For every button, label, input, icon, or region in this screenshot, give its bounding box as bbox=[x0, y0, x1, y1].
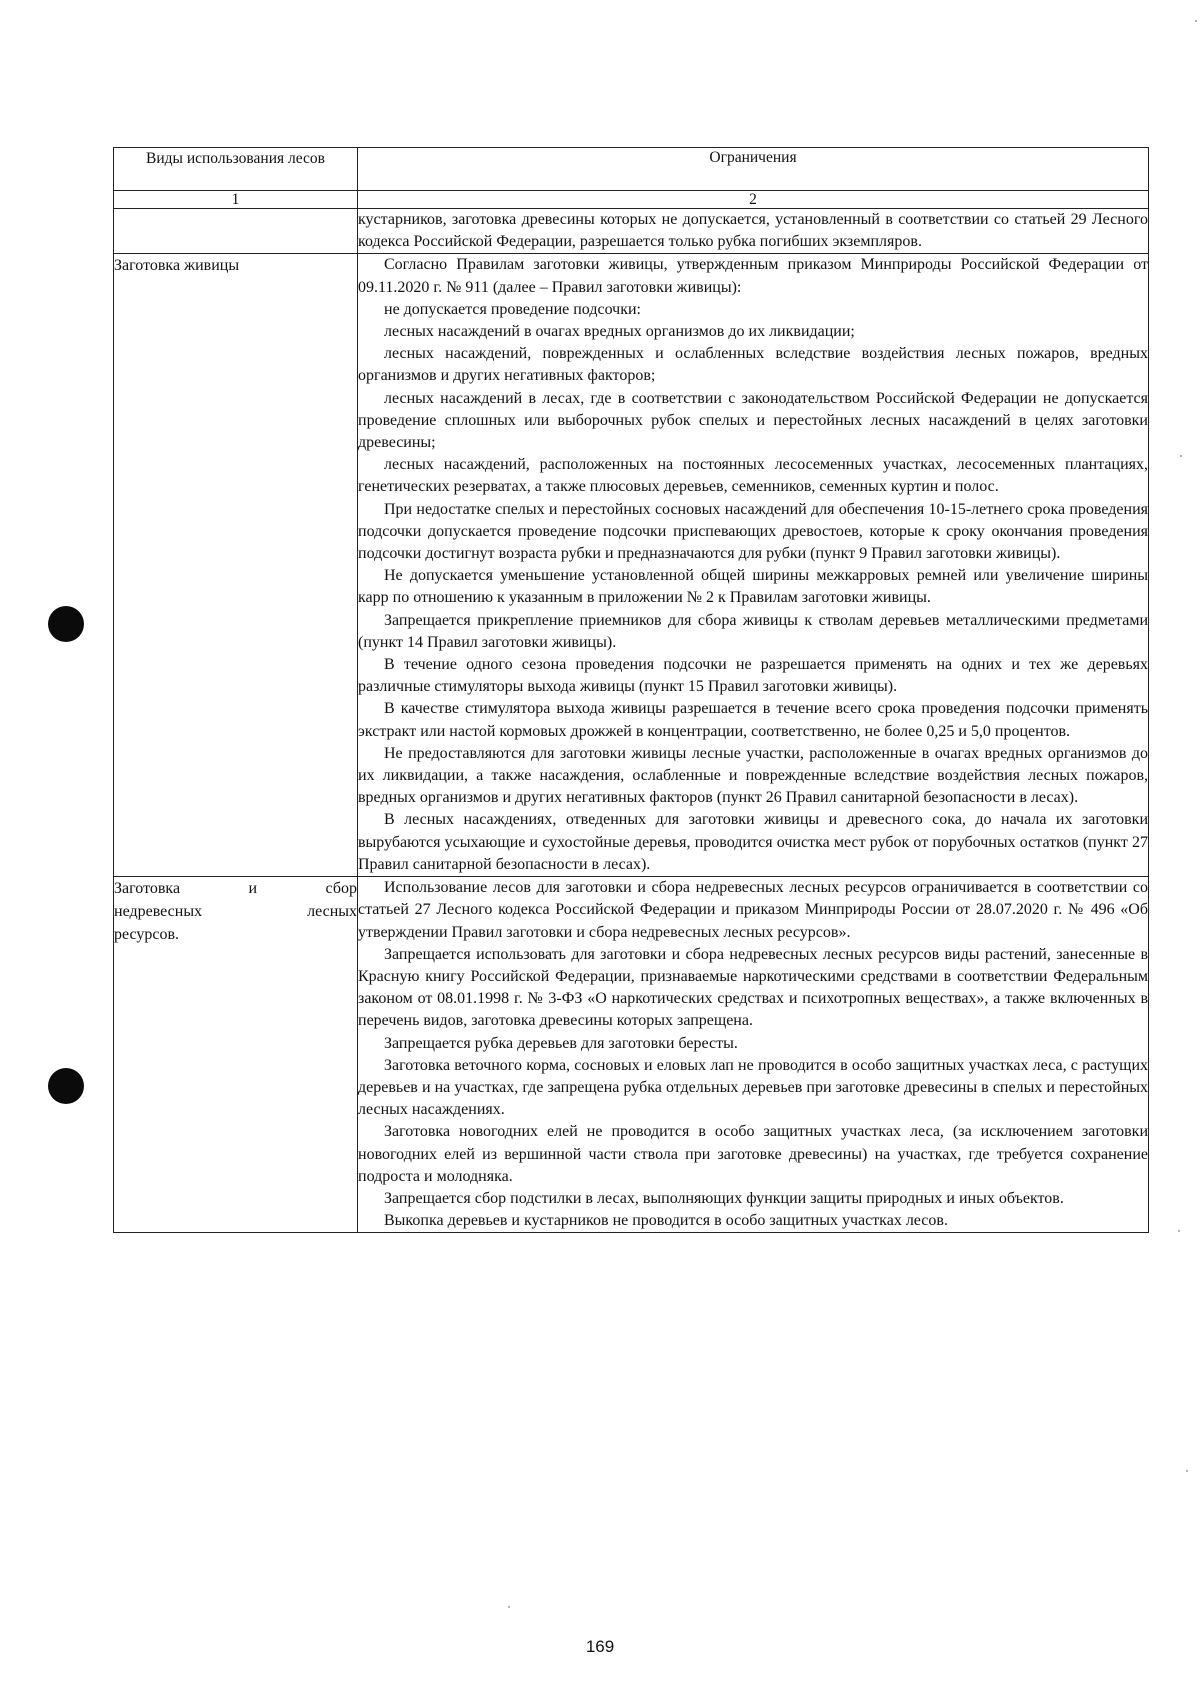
header-forest-use-types: Виды использования лесов bbox=[114, 148, 358, 191]
page-number: 169 bbox=[585, 1637, 615, 1656]
punch-hole bbox=[48, 606, 84, 642]
table-row bbox=[114, 877, 1149, 1233]
scan-speck bbox=[508, 1606, 510, 1608]
restriction-paragraph: Запрещается рубка деревьев для заготовки бересты. bbox=[384, 1034, 738, 1052]
forest-use-type-cell bbox=[114, 254, 358, 877]
restrictions-table bbox=[113, 147, 1149, 1233]
table-numbering-row bbox=[114, 191, 1149, 209]
restriction-paragraph: Выкопка деревьев и кустарников не проводится в особо защитных участках лесов. bbox=[384, 1212, 948, 1230]
restriction-paragraph: лесных насаждений, поврежденных и ослабленных вследствие воздействия лесных пожаров, вредных организмов и других негативных факторов; bbox=[358, 345, 1148, 385]
header-restrictions: Ограничения bbox=[358, 148, 1149, 191]
column-number-1: 1 bbox=[114, 191, 358, 209]
forest-use-type-label: ресурсов. bbox=[114, 926, 180, 944]
restriction-paragraph: В лесных насаждениях, отведенных для заготовки живицы и древесного сока, до начала их заготовки вырубаются усыхающие и сухостойные деревья, проводится очистка мест рубок от порубочных остатков (пункт 27 Правил санитарной безопасности в лесах). bbox=[358, 811, 1148, 873]
forest-use-type-cell bbox=[114, 209, 358, 254]
restriction-paragraph: Запрещается использовать для заготовки и сбора недревесных лесных ресурсов виды растений, занесенные в Красную книгу Российской Федерации, признаваемые наркотическими средствами в соответствии Федеральным законом от 08.01.1998 г. № 3-ФЗ «О наркотических средствах и психотропных веществах», а также включенных в перечень видов, заготовка древесины которых запрещена. bbox=[358, 945, 1148, 1030]
restrictions-cell bbox=[358, 877, 1149, 1233]
restriction-paragraph: При недостатке спелых и перестойных сосновых насаждений для обеспечения 10-15-летнего срока проведения подсочки допускается проведение подсочки приспевающих древостоев, которые к сроку окончания проведения подсочки достигнут возраста рубки и предназначаются для рубки (пункт 9 Правил заготовки живицы). bbox=[358, 500, 1148, 563]
restriction-paragraph: В качестве стимулятора выхода живицы разрешается в течение всего срока проведения подсочки применять экстракт или настой кормовых дрожжей в концентрации, соответственно, не более 0,25 и 5,0 процентов. bbox=[358, 700, 1148, 740]
table-header-row bbox=[114, 148, 1149, 191]
restriction-paragraph: Не допускается уменьшение установленной общей ширины межкарровых ремней или увеличение ширины карр по отношению к указанным в приложении № 2 к Правилам заготовки живицы. bbox=[358, 567, 1148, 607]
table-row bbox=[114, 254, 1149, 877]
punch-hole bbox=[48, 1068, 84, 1104]
forest-use-type-label: недревесных лесных bbox=[114, 903, 357, 921]
restrictions-cell bbox=[358, 254, 1149, 877]
restriction-paragraph: лесных насаждений в очагах вредных организмов до их ликвидации; bbox=[384, 323, 855, 341]
forest-use-type-label: Заготовка живицы bbox=[114, 257, 240, 275]
restriction-paragraph: В течение одного сезона проведения подсочки не разрешается применять на одних и тех же деревьях различные стимуляторы выхода живицы (пункт 15 Правил заготовки живицы). bbox=[358, 656, 1148, 696]
column-number-2: 2 bbox=[358, 191, 1149, 209]
forest-use-type-cell bbox=[114, 877, 358, 1233]
restriction-paragraph: Использование лесов для заготовки и сбора недревесных лесных ресурсов ограничивается в соответствии со статьей 27 Лесного кодекса Российской Федерации и приказом Минприроды России от 28.07.2020 г. № 496 «Об утверждении Правил заготовки и сбора недревесных лесных ресурсов». bbox=[358, 879, 1148, 941]
restriction-paragraph: Не предоставляются для заготовки живицы лесные участки, расположенные в очагах вредных организмов до их ликвидации, а также насаждения, ослабленные и поврежденные вследствие воздействия лесных пожаров, вредных организмов и других негативных факторов (пункт 26 Правил санитарной безопасности в лесах). bbox=[358, 744, 1148, 807]
table-row bbox=[114, 209, 1149, 254]
scan-speck bbox=[1180, 455, 1182, 457]
scan-speck bbox=[1195, 20, 1197, 22]
scan-speck bbox=[1186, 1470, 1188, 1472]
restrictions-cell bbox=[358, 209, 1149, 254]
restriction-paragraph: Запрещается сбор подстилки в лесах, выполняющих функции защиты природных и иных объектов. bbox=[384, 1189, 1064, 1207]
restriction-paragraph: кустарников, заготовка древесины которых не допускается, установленный в соответствии со статьей 29 Лесного кодекса Российской Федерации, разрешается только рубка погибших экземпляров. bbox=[358, 211, 1148, 251]
restriction-paragraph: лесных насаждений в лесах, где в соответствии с законодательством Российской Федерации не допускается проведение сплошных или выборочных рубок спелых и перестойных лесных насаждений в целях заготовки древесины; bbox=[358, 389, 1148, 452]
restriction-paragraph: Заготовка веточного корма, сосновых и еловых лап не проводится в особо защитных участках леса, с растущих деревьев и на участках, где запрещена рубка отдельных деревьев при заготовке древесины в спелых и перестойных лесных насаждениях. bbox=[358, 1056, 1148, 1119]
restriction-paragraph: Согласно Правилам заготовки живицы, утвержденным приказом Минприроды Российской Федерации от 09.11.2020 г. № 911 (далее – Правил заготовки живицы): bbox=[358, 256, 1148, 296]
restriction-paragraph: Заготовка новогодних елей не проводится в особо защитных участках леса, (за исключением заготовки новогодних елей из вершинной части ствола при заготовке древесины) на участках, где требуется сохранение подроста и молодняка. bbox=[358, 1123, 1148, 1185]
restriction-paragraph: Запрещается прикрепление приемников для сбора живицы к стволам деревьев металлическими предметами (пункт 14 Правил заготовки живицы). bbox=[358, 611, 1148, 651]
restriction-paragraph: не допускается проведение подсочки: bbox=[384, 300, 641, 318]
forest-use-type-label: Заготовка и сбор bbox=[114, 880, 357, 898]
scan-speck bbox=[1178, 1230, 1180, 1232]
restriction-paragraph: лесных насаждений, расположенных на постоянных лесосеменных участках, лесосеменных плантациях, генетических резерватах, а также плюсовых деревьев, семенников, семенных куртин и полос. bbox=[358, 456, 1148, 496]
